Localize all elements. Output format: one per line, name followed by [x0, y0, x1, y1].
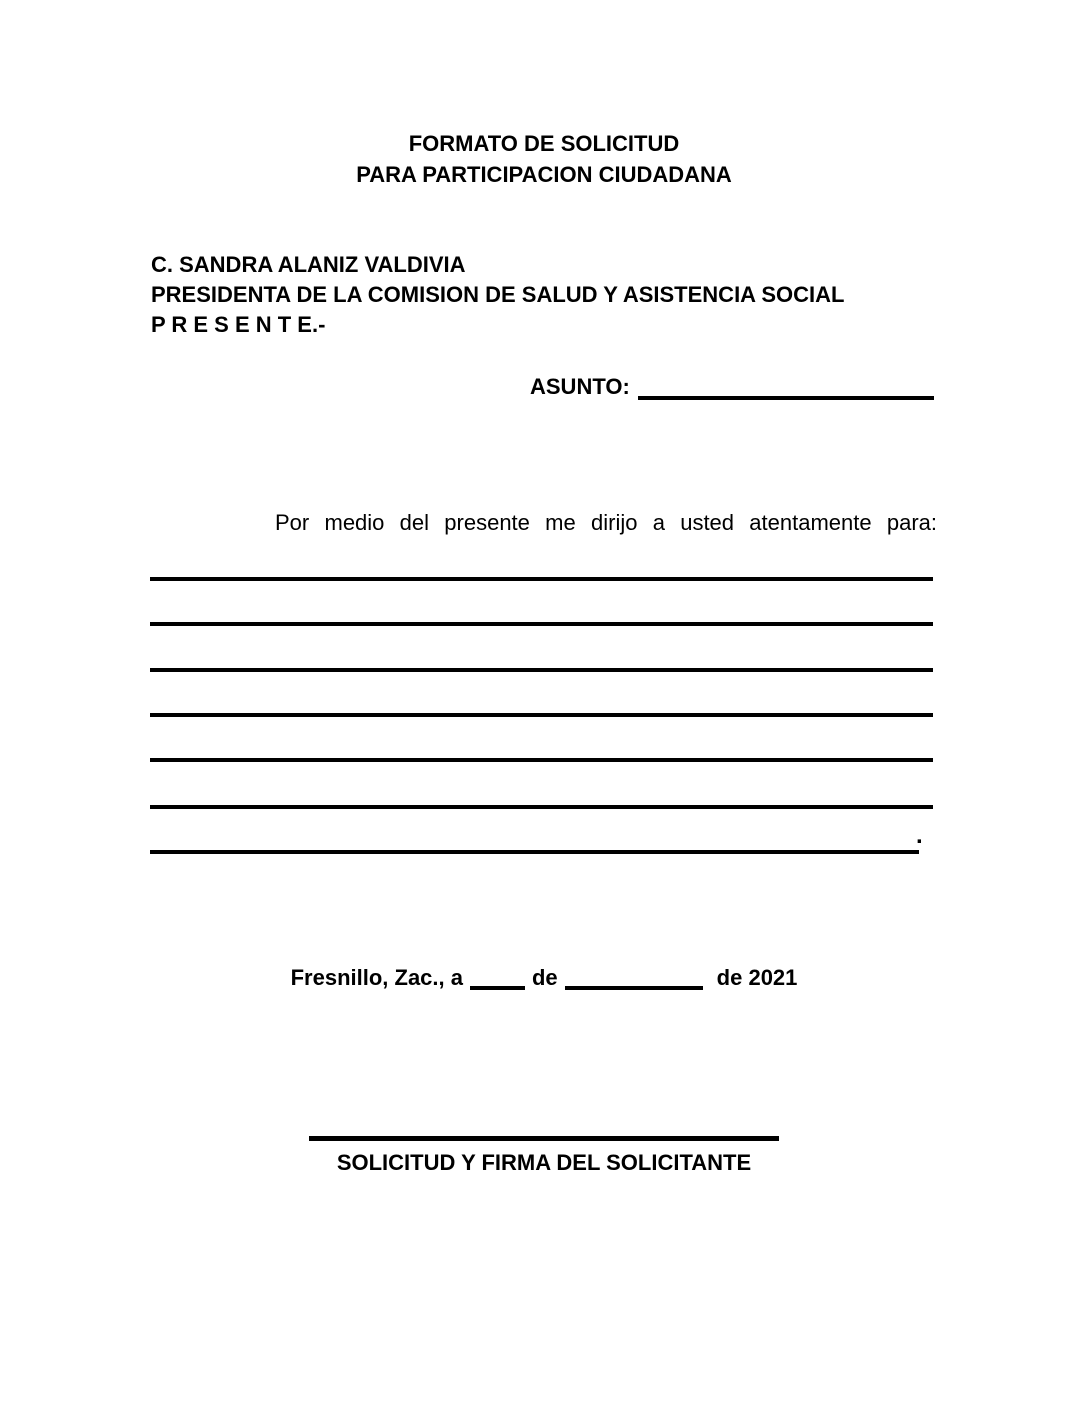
writing-blank-line[interactable]	[150, 713, 933, 717]
writing-blank-line[interactable]	[150, 577, 933, 581]
date-prefix: Fresnillo, Zac., a	[290, 965, 463, 990]
date-day-blank-field[interactable]	[470, 968, 525, 990]
signature-blank-field[interactable]	[309, 1136, 779, 1141]
writing-blank-line[interactable]	[150, 758, 933, 762]
date-line	[0, 966, 1088, 990]
subject-label: ASUNTO:	[530, 374, 630, 399]
date-connector: de	[531, 965, 558, 990]
title-line-1: FORMATO DE SOLICITUD	[408, 131, 680, 156]
signature-label: SOLICITUD Y FIRMA DEL SOLICITANTE	[336, 1150, 752, 1175]
writing-blank-line[interactable]	[150, 805, 933, 809]
date-month-blank-field[interactable]	[565, 968, 703, 990]
title-line-2: PARA PARTICIPACION CIUDADANA	[356, 162, 732, 187]
addressee-salutation: P R E S E N T E.-	[151, 312, 326, 337]
trailing-period: .	[916, 822, 923, 849]
writing-blank-line[interactable]	[150, 668, 933, 672]
writing-blank-line[interactable]	[150, 622, 933, 626]
addressee-role: PRESIDENTA DE LA COMISION DE SALUD Y ASISTENCIA SOCIAL	[151, 282, 845, 307]
date-suffix: de 2021	[716, 965, 798, 990]
body-intro-text: Por medio del presente me dirijo a usted atentamente para:	[275, 510, 937, 535]
writing-blank-line[interactable]	[150, 850, 919, 854]
addressee-name: C. SANDRA ALANIZ VALDIVIA	[151, 252, 466, 277]
